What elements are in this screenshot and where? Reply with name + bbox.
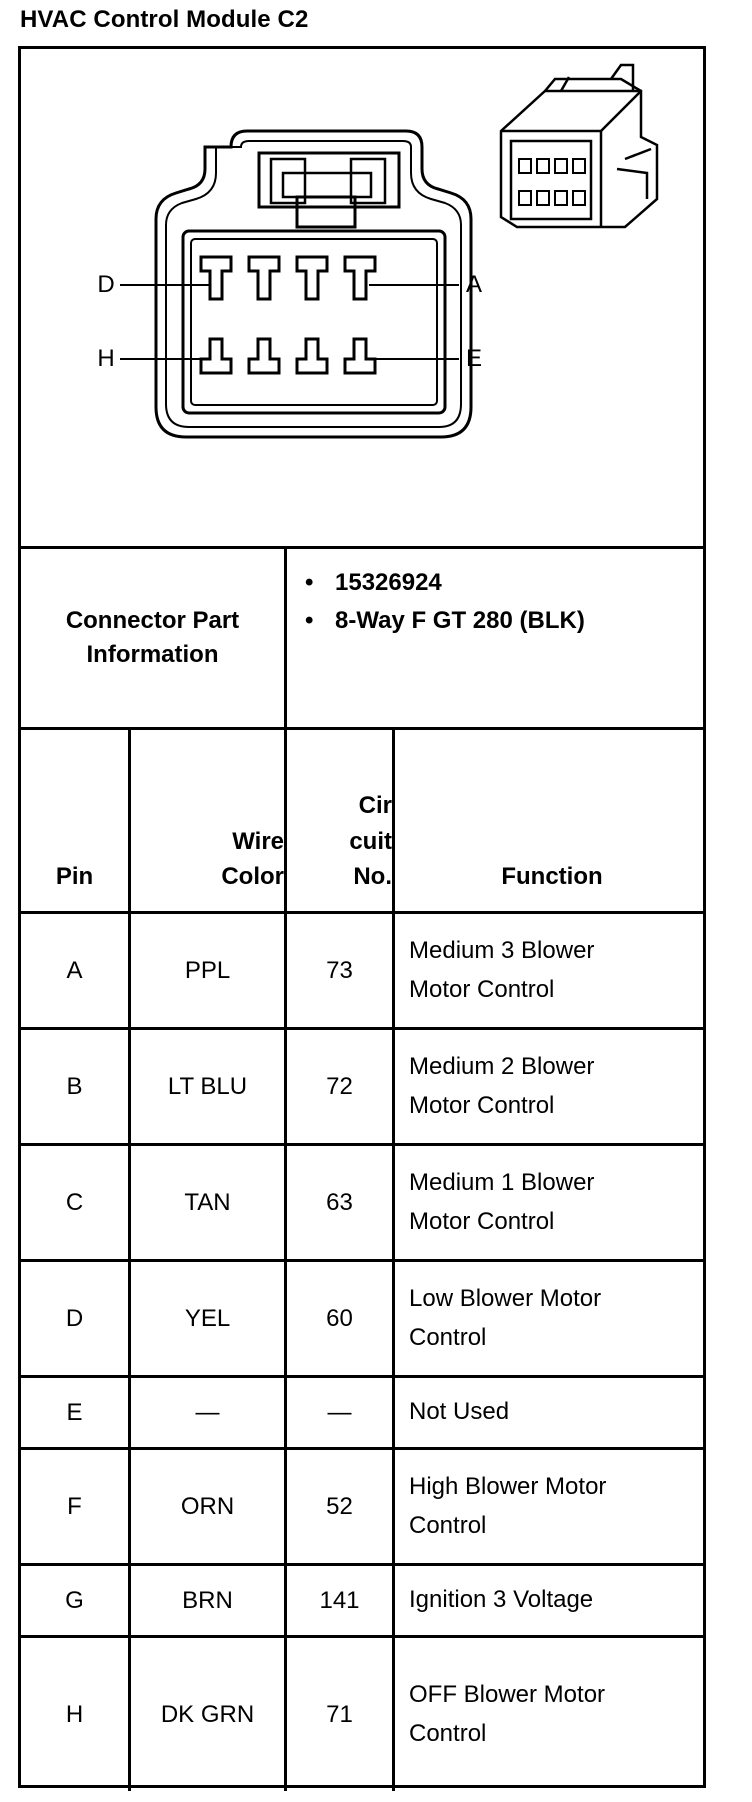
- cell-function: [395, 1638, 709, 1791]
- cell-function: [395, 1030, 709, 1143]
- function-line2: Motor Control: [409, 1207, 555, 1235]
- function-line2: Control: [409, 1719, 487, 1747]
- connector-info-values: [291, 569, 709, 645]
- connector-face-view-icon: [120, 131, 471, 437]
- cell-pin: F: [67, 1492, 82, 1520]
- cell-circuit-no: 71: [326, 1700, 353, 1728]
- connector-info-label-line1: Connector Part: [65, 607, 240, 635]
- cell-pin: B: [66, 1072, 83, 1100]
- cell-function: [395, 1378, 709, 1447]
- header-circuit-line2: cuit: [349, 827, 392, 855]
- cell-wire-color: YEL: [184, 1304, 231, 1332]
- connector-description-value: 8-Way F GT 280 (BLK): [335, 607, 585, 634]
- cell-wire-color: PPL: [184, 956, 231, 984]
- cell-circuit-no: 72: [326, 1072, 353, 1100]
- bullet-icon: •: [305, 607, 314, 634]
- cell-function: [395, 1262, 709, 1375]
- connector-info-label-line2: Information: [86, 641, 219, 668]
- cell-wire-color: TAN: [184, 1188, 231, 1216]
- connector-3d-view-icon: [501, 65, 657, 227]
- pin-label-e: E: [465, 345, 482, 373]
- header-wire-color: [131, 730, 284, 911]
- header-circuit-line1: Cir: [358, 792, 392, 820]
- cell-pin: A: [66, 956, 83, 984]
- cell-circuit-no: 60: [326, 1304, 353, 1332]
- function-line2: Control: [409, 1511, 487, 1539]
- cell-circuit-no: 63: [326, 1188, 353, 1216]
- cell-wire-color: BRN: [182, 1586, 233, 1614]
- cell-wire-color: DK GRN: [160, 1700, 255, 1728]
- function-line1: Low Blower Motor: [409, 1285, 602, 1313]
- page-title: HVAC Control Module C2: [20, 6, 309, 33]
- cell-pin: H: [65, 1700, 84, 1728]
- function-line1: High Blower Motor: [409, 1473, 607, 1501]
- pin-label-h: H: [97, 345, 115, 373]
- cell-function: [395, 1450, 709, 1563]
- function-line1: Medium 3 Blower: [409, 937, 595, 965]
- function-line1: Medium 2 Blower: [409, 1053, 595, 1081]
- connector-description: [291, 607, 709, 645]
- connector-part-number-value: 15326924: [335, 569, 442, 596]
- function-line1: Medium 1 Blower: [409, 1169, 595, 1197]
- cell-function: [395, 1566, 709, 1635]
- cell-pin: C: [65, 1188, 84, 1216]
- function-line1: Ignition 3 Voltage: [409, 1586, 594, 1614]
- pin-label-a: A: [465, 271, 482, 299]
- cell-pin: E: [66, 1398, 83, 1426]
- cell-function: [395, 1146, 709, 1259]
- function-line2: Motor Control: [409, 1091, 555, 1119]
- cell-circuit-no: 52: [326, 1492, 353, 1520]
- cell-function: [395, 914, 709, 1027]
- connector-part-number: [291, 569, 709, 607]
- cell-wire-color: ORN: [180, 1492, 235, 1520]
- header-circuit-no: [287, 730, 392, 911]
- cell-circuit-no: —: [327, 1398, 352, 1426]
- function-line2: Control: [409, 1323, 487, 1351]
- connector-info-label: [21, 549, 284, 727]
- cell-wire-color: LT BLU: [167, 1072, 248, 1100]
- header-pin: Pin: [55, 863, 94, 891]
- cell-wire-color: —: [195, 1398, 220, 1426]
- header-circuit-line3: No.: [353, 863, 392, 891]
- connector-diagram: [21, 49, 709, 549]
- pinout-table-frame: [18, 46, 706, 1788]
- bullet-icon: •: [305, 569, 314, 596]
- function-line1: Not Used: [409, 1398, 510, 1426]
- cell-pin: G: [65, 1586, 84, 1614]
- header-function: Function: [501, 863, 603, 891]
- header-wire-line2: Color: [221, 863, 284, 891]
- cell-circuit-no: 73: [326, 956, 353, 984]
- cell-pin: D: [65, 1304, 84, 1332]
- header-wire-line1: Wire: [232, 827, 284, 855]
- pin-label-d: D: [97, 271, 115, 299]
- cell-circuit-no: 141: [319, 1586, 360, 1614]
- function-line2: Motor Control: [409, 975, 555, 1003]
- function-line1: OFF Blower Motor: [409, 1681, 606, 1709]
